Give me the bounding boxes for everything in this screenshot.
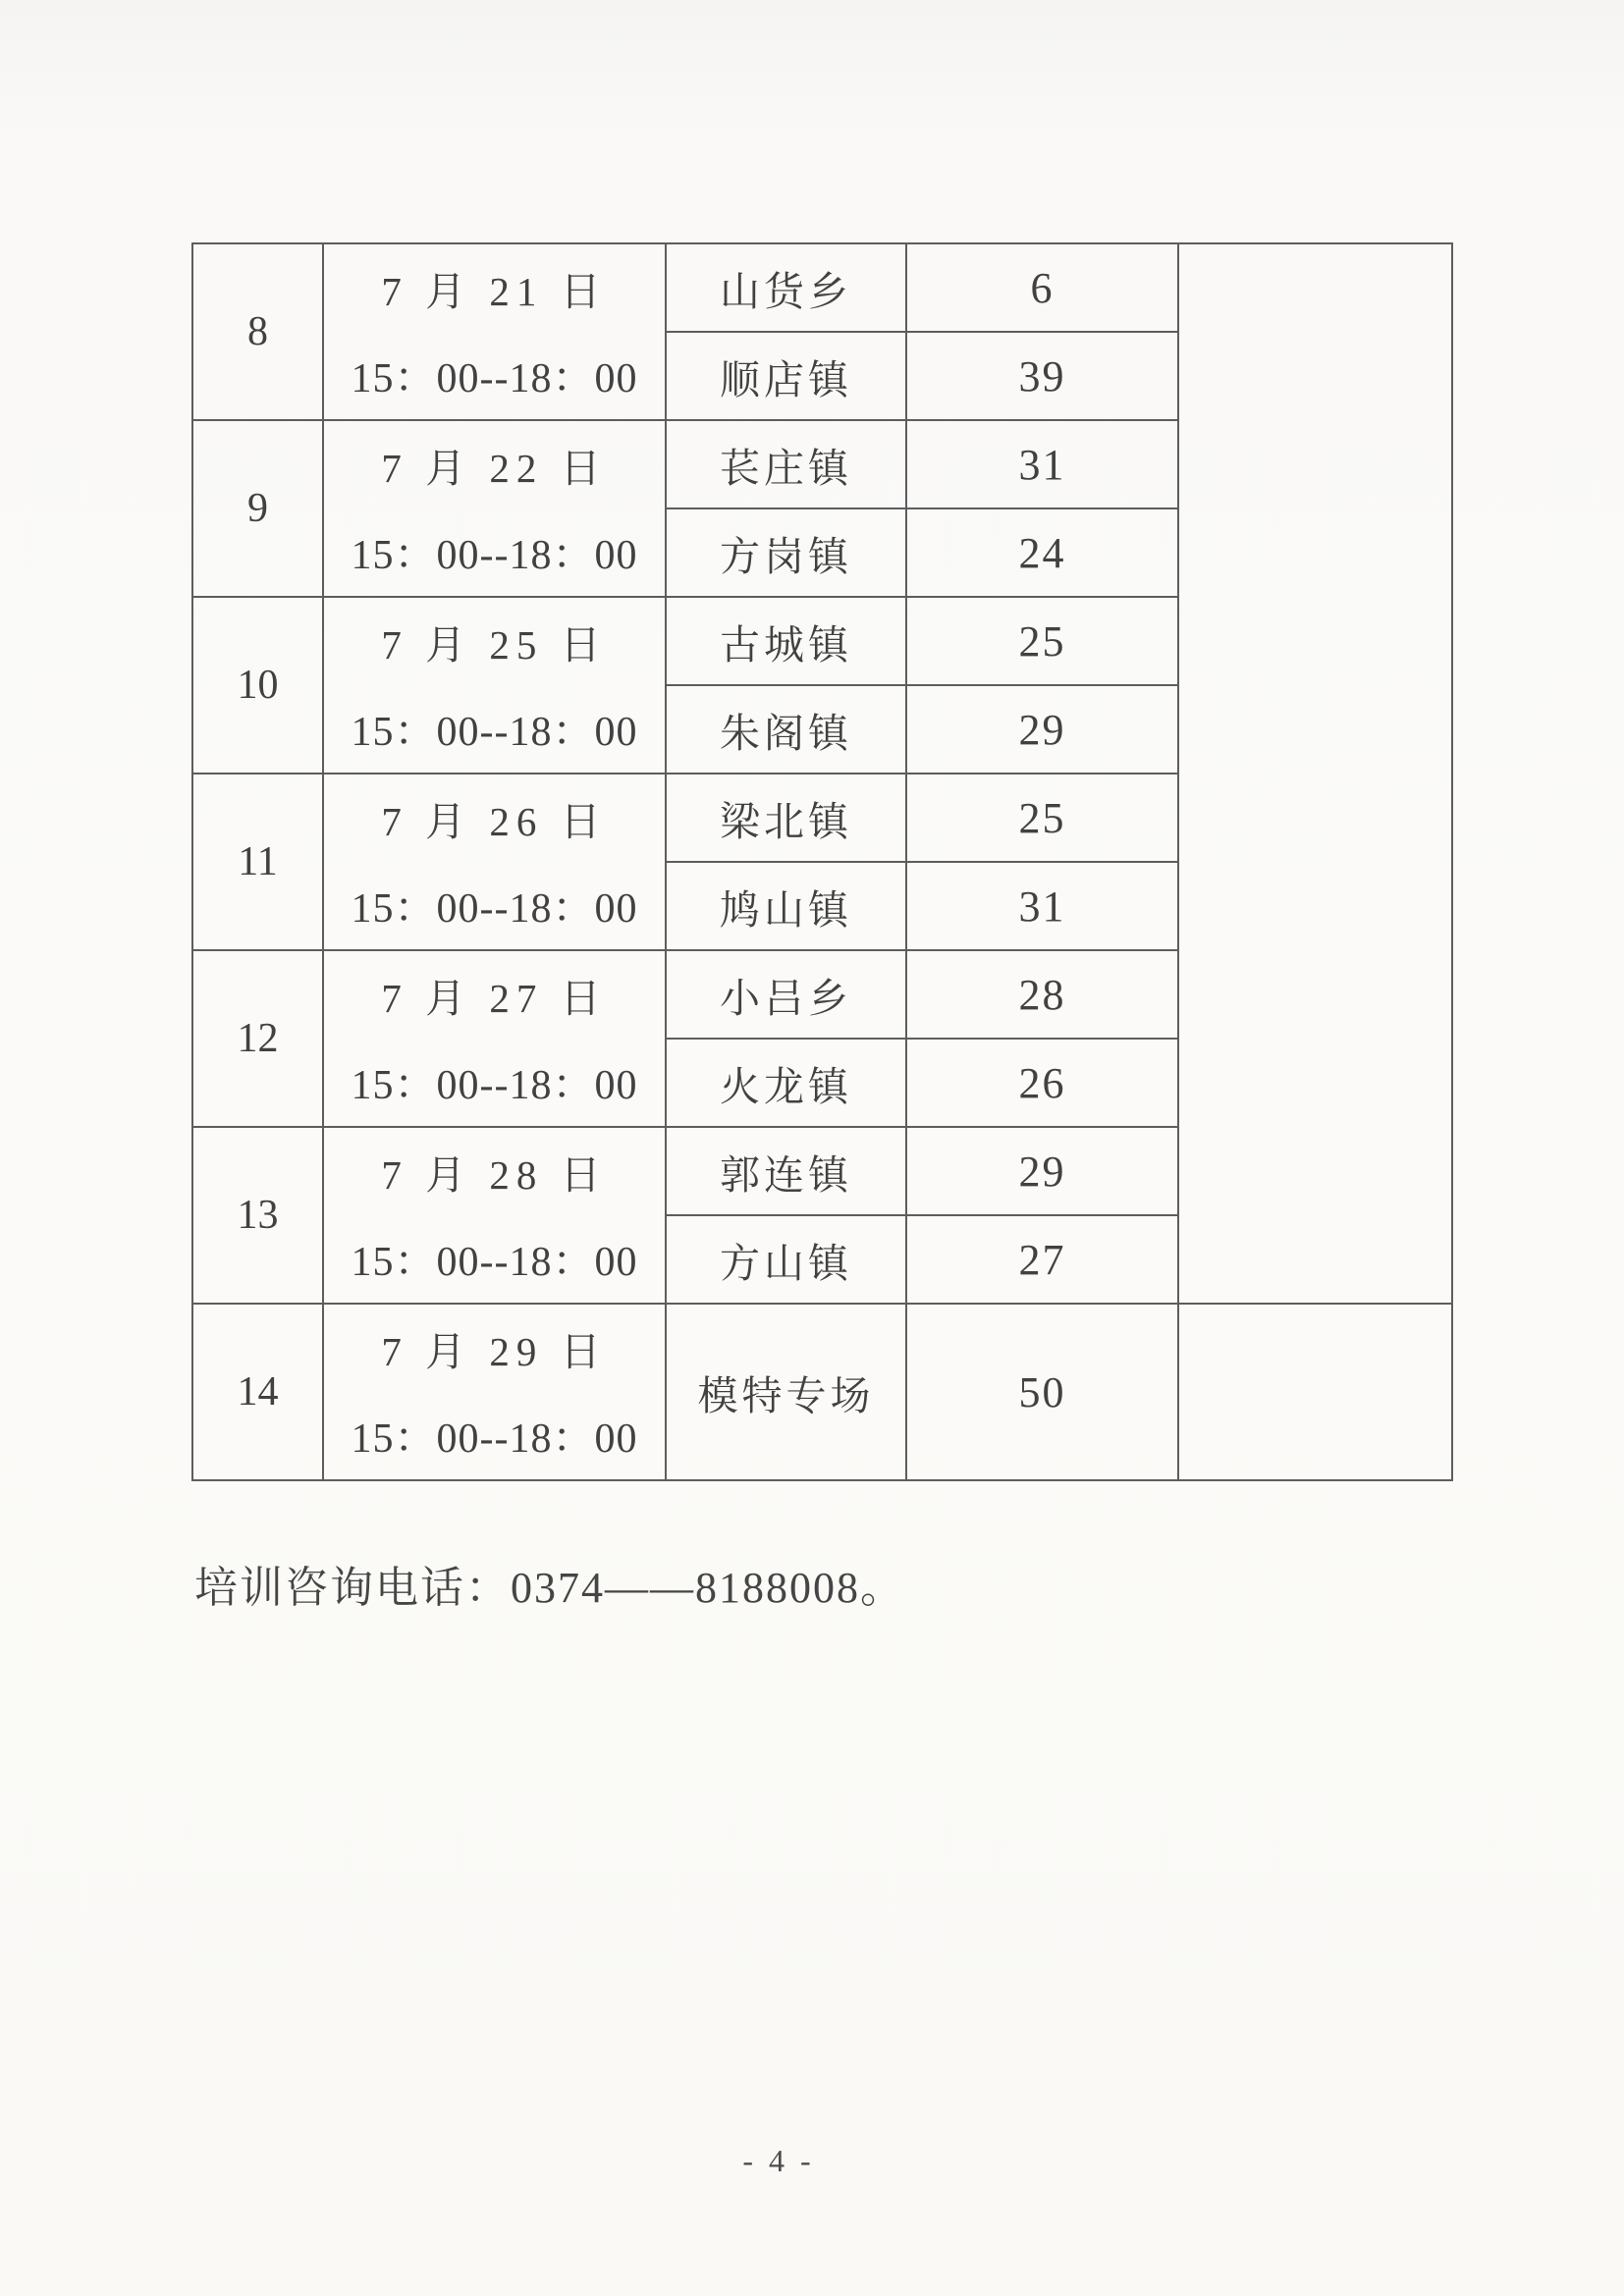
town-cell: 方岗镇 bbox=[666, 508, 906, 597]
town-cell: 古城镇 bbox=[666, 597, 906, 685]
count-cell: 26 bbox=[906, 1039, 1178, 1127]
datetime-cell bbox=[323, 774, 666, 950]
town-cell: 苌庄镇 bbox=[666, 420, 906, 508]
count-cell: 50 bbox=[906, 1304, 1178, 1480]
count-cell: 29 bbox=[906, 1127, 1178, 1215]
date-text: 7 月 27 日 bbox=[381, 975, 608, 1021]
time-text: 15：00--18：00 bbox=[351, 533, 638, 579]
datetime-cell bbox=[323, 950, 666, 1127]
row-index-cell: 12 bbox=[192, 950, 323, 1127]
time-text: 15：00--18：00 bbox=[351, 710, 638, 756]
date-text: 7 月 21 日 bbox=[381, 268, 608, 314]
date-text: 7 月 25 日 bbox=[381, 621, 608, 667]
town-cell: 朱阁镇 bbox=[666, 685, 906, 774]
date-text: 7 月 28 日 bbox=[381, 1151, 608, 1198]
town-cell: 火龙镇 bbox=[666, 1039, 906, 1127]
count-cell: 25 bbox=[906, 597, 1178, 685]
date-text: 7 月 22 日 bbox=[381, 445, 608, 491]
training-schedule-table bbox=[191, 242, 1453, 1481]
town-cell: 顺店镇 bbox=[666, 332, 906, 420]
row-index-cell: 9 bbox=[192, 420, 323, 597]
town-cell: 模特专场 bbox=[666, 1304, 906, 1480]
town-cell: 方山镇 bbox=[666, 1215, 906, 1304]
town-cell: 郭连镇 bbox=[666, 1127, 906, 1215]
row-index-cell: 10 bbox=[192, 597, 323, 774]
date-text: 7 月 29 日 bbox=[381, 1328, 608, 1374]
town-cell: 梁北镇 bbox=[666, 774, 906, 862]
count-cell: 24 bbox=[906, 508, 1178, 597]
page-number: - 4 - bbox=[742, 2143, 815, 2178]
count-cell: 27 bbox=[906, 1215, 1178, 1304]
datetime-cell bbox=[323, 1127, 666, 1304]
table-row bbox=[192, 1304, 1452, 1480]
time-text: 15：00--18：00 bbox=[351, 886, 638, 933]
datetime-cell bbox=[323, 243, 666, 420]
time-text: 15：00--18：00 bbox=[351, 1063, 638, 1109]
date-text: 7 月 26 日 bbox=[381, 798, 608, 844]
time-text: 15：00--18：00 bbox=[351, 356, 638, 402]
count-cell: 29 bbox=[906, 685, 1178, 774]
row-index-cell: 8 bbox=[192, 243, 323, 420]
time-text: 15：00--18：00 bbox=[351, 1240, 638, 1286]
table-row bbox=[192, 243, 1452, 332]
remarks-cell bbox=[1178, 1304, 1452, 1480]
time-text: 15：00--18：00 bbox=[351, 1416, 638, 1463]
row-index-cell: 14 bbox=[192, 1304, 323, 1480]
phone-note: 培训咨询电话：0374——8188008。 bbox=[194, 1564, 905, 1612]
datetime-cell bbox=[323, 1304, 666, 1480]
datetime-cell bbox=[323, 420, 666, 597]
count-cell: 31 bbox=[906, 862, 1178, 950]
count-cell: 6 bbox=[906, 243, 1178, 332]
row-index-cell: 13 bbox=[192, 1127, 323, 1304]
count-cell: 28 bbox=[906, 950, 1178, 1039]
town-cell: 山货乡 bbox=[666, 243, 906, 332]
datetime-cell bbox=[323, 597, 666, 774]
row-index-cell: 11 bbox=[192, 774, 323, 950]
town-cell: 小吕乡 bbox=[666, 950, 906, 1039]
count-cell: 31 bbox=[906, 420, 1178, 508]
count-cell: 25 bbox=[906, 774, 1178, 862]
count-cell: 39 bbox=[906, 332, 1178, 420]
remarks-merged-cell bbox=[1178, 243, 1452, 1304]
town-cell: 鸠山镇 bbox=[666, 862, 906, 950]
